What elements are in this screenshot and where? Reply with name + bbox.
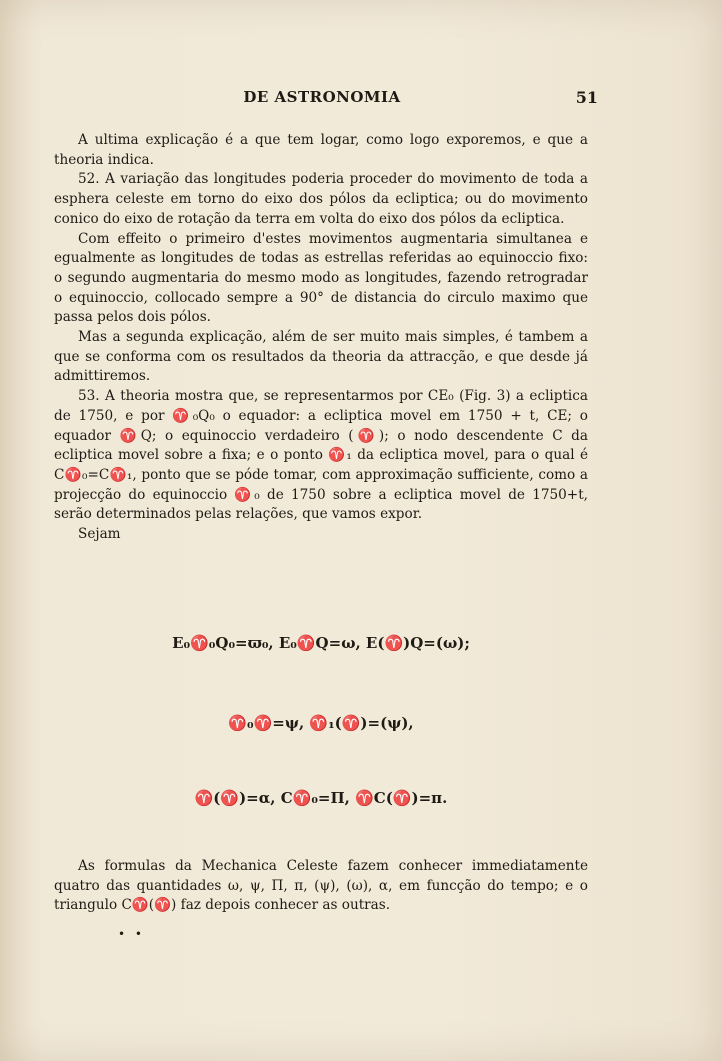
page-header (54, 88, 598, 112)
closing-text (54, 857, 588, 916)
paragraph: As formulas da Mechanica Celeste fazem conhecer immediatamente quatro das quantidades ω, ψ, Π, π, (ψ), (ω), α, em funcção do tempo; e o triangulo C♈(♈) faz depois conhecer as outras. (54, 858, 588, 914)
formula: ♈₀♈=ψ, ♈₁(♈)=(ψ), (228, 714, 414, 732)
paragraph: Sejam (78, 526, 121, 543)
paragraph: 53. A theoria mostra que, se representarmos por CE₀ (Fig. 3) a ecliptica de 1750, e por ♈₀Q₀ o equador: a ecliptica movel em 1750 + t, CE; o equador ♈Q; o equinoccio verdadeiro (♈); o nodo descendente C da ecliptica movel sobre a fixa; e o ponto ♈₁ da ecliptica movel, para o qual é C♈₀=C♈₁, ponto que se póde tomar, com approximação sufficiente, como a projecção do equinoccio ♈₀ de 1750 sobre a ecliptica movel de 1750+t, serão determinados pelas relações, que vamos expor. (54, 388, 588, 523)
running-title: DE ASTRONOMIA (243, 88, 401, 106)
paragraph: Com effeito o primeiro d'estes movimentos augmentaria simultanea e egualmente as longitudes de todas as estrellas referidas ao equinoccio fixo: o segundo augmentaria do mesmo modo as longitudes, fazendo retrogradar o equinoccio, collocado sempre a 90° de distancia do circulo maximo que passa pelos dois pólos. (54, 230, 588, 326)
formula: ♈(♈)=α, C♈₀=Π, ♈C(♈)=π. (194, 789, 448, 807)
paragraph: Mas a segunda explicação, além de ser muito mais simples, é tambem a que se conforma com os resultados da theoria da attracção, e que desde já admittiremos. (54, 329, 588, 385)
body-text (54, 131, 588, 545)
page-number: 51 (575, 88, 598, 107)
formula: E₀♈₀Q₀=ϖ₀, E₀♈Q=ω, E(♈)Q=(ω); (172, 634, 470, 652)
paragraph: A ultima explicação é a que tem logar, como logo exporemos, e que a theoria indica. (54, 132, 588, 168)
paragraph: 52. A variação das longitudes poderia proceder do movimento de toda a esphera celeste em torno do eixo dos pólos da ecliptica; ou do movimento conico do eixo de rotação da terra em volta do eixo dos pólos da ecliptica. (54, 171, 588, 227)
printer-marks: • • (118, 927, 145, 941)
